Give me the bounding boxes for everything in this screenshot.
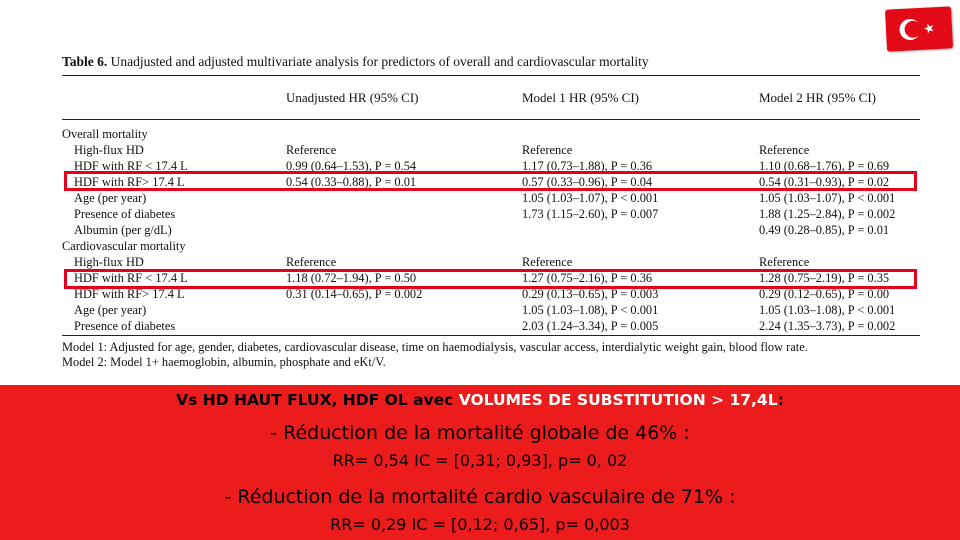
table-row — [62, 192, 920, 205]
banner-intro-highlight: VOLUMES DE SUBSTITUTION > 17,4L — [458, 391, 778, 409]
table-row — [62, 144, 920, 157]
cell-unadjusted: 0.54 (0.33–0.88), P = 0.01 — [286, 175, 417, 189]
cell-model1: 1.27 (0.75–2.16), P = 0.36 — [522, 271, 653, 285]
row-label: High-flux HD — [74, 255, 144, 269]
highlight-box-cardiovascular — [64, 269, 917, 289]
row-label: Albumin (per g/dL) — [74, 223, 172, 237]
cell-model2: Reference — [759, 143, 810, 157]
cell-model1: Reference — [522, 143, 573, 157]
cell-model2: 0.29 (0.12–0.65), P = 0.00 — [759, 287, 890, 301]
header-model1: Model 1 HR (95% CI) — [522, 90, 639, 105]
row-label: HDF with RF < 17.4 L — [74, 271, 188, 285]
cell-unadjusted: Reference — [286, 255, 337, 269]
row-label: Age (per year) — [74, 303, 147, 317]
cell-model2: 1.28 (0.75–2.19), P = 0.35 — [759, 271, 890, 285]
cell-unadjusted: 0.31 (0.14–0.65), P = 0.002 — [286, 287, 423, 301]
table-row — [62, 240, 920, 253]
cell-model1: 1.73 (1.15–2.60), P = 0.007 — [522, 207, 659, 221]
banner-cardio-stats: RR= 0,29 IC = [0,12; 0,65], p= 0,003 — [330, 515, 630, 534]
top-rule — [62, 75, 920, 76]
banner-intro-suffix: : — [777, 391, 784, 409]
cell-model1: Reference — [522, 255, 573, 269]
table-row — [62, 320, 920, 333]
row-label: Age (per year) — [74, 191, 147, 205]
header-unadjusted: Unadjusted HR (95% CI) — [286, 90, 419, 105]
footnote-model1: Model 1: Adjusted for age, gender, diabetes, cardiovascular disease, time on haemodialysis, vascular access, interdialytic weight gain, blood flow rate. — [62, 340, 808, 354]
table-number: Table 6. — [62, 54, 108, 69]
turkey-flag-icon — [885, 6, 953, 51]
table-row — [62, 288, 920, 301]
banner-overall-stats: RR= 0,54 IC = [0,31; 0,93], p= 0, 02 — [332, 451, 628, 470]
table-title: Unadjusted and adjusted multivariate analysis for predictors of overall and cardiovascular mortality — [110, 54, 649, 69]
banner-intro-prefix: Vs HD HAUT FLUX, HDF OL avec — [176, 391, 454, 409]
cell-model1: 2.03 (1.24–3.34), P = 0.005 — [522, 319, 659, 333]
cell-unadjusted: 1.18 (0.72–1.94), P = 0.50 — [286, 271, 417, 285]
banner-intro — [0, 391, 960, 409]
summary-banner — [0, 385, 960, 540]
row-label: Presence of diabetes — [74, 207, 176, 221]
row-label: Presence of diabetes — [74, 319, 176, 333]
cell-model1: 0.57 (0.33–0.96), P = 0.04 — [522, 175, 653, 189]
header-rule — [62, 119, 920, 120]
row-label: HDF with RF> 17.4 L — [74, 175, 185, 189]
table-row — [62, 224, 920, 237]
banner-overall-reduction: - Réduction de la mortalité globale de 46% : — [270, 422, 690, 444]
highlight-box-overall — [64, 171, 917, 191]
table-row — [62, 128, 920, 141]
section-label-cardiovascular: Cardiovascular mortality — [62, 239, 186, 253]
header-model2: Model 2 HR (95% CI) — [759, 90, 876, 105]
cell-model2: Reference — [759, 255, 810, 269]
table-row — [62, 256, 920, 269]
cell-model1: 1.17 (0.73–1.88), P = 0.36 — [522, 159, 653, 173]
cell-model2: 1.05 (1.03–1.07), P < 0.001 — [759, 191, 896, 205]
cell-unadjusted: Reference — [286, 143, 337, 157]
row-label: HDF with RF < 17.4 L — [74, 159, 188, 173]
cell-model2: 0.54 (0.31–0.93), P = 0.02 — [759, 175, 890, 189]
banner-cardio-reduction: - Réduction de la mortalité cardio vasculaire de 71% : — [224, 486, 736, 508]
cell-model2: 2.24 (1.35–3.73), P = 0.002 — [759, 319, 896, 333]
footnote-model2: Model 2: Model 1+ haemoglobin, albumin, phosphate and eKt/V. — [62, 355, 386, 369]
table-caption — [62, 54, 649, 70]
cell-model2: 1.05 (1.03–1.08), P < 0.001 — [759, 303, 896, 317]
cell-model2: 0.49 (0.28–0.85), P = 0.01 — [759, 223, 890, 237]
cell-model1: 1.05 (1.03–1.08), P < 0.001 — [522, 303, 659, 317]
cell-model1: 0.29 (0.13–0.65), P = 0.003 — [522, 287, 659, 301]
cell-model1: 1.05 (1.03–1.07), P < 0.001 — [522, 191, 659, 205]
row-label: High-flux HD — [74, 143, 144, 157]
table-row — [62, 304, 920, 317]
cell-unadjusted: 0.99 (0.64–1.53), P = 0.54 — [286, 159, 417, 173]
cell-model2: 1.88 (1.25–2.84), P = 0.002 — [759, 207, 896, 221]
table-row — [62, 208, 920, 221]
row-label: HDF with RF> 17.4 L — [74, 287, 185, 301]
cell-model2: 1.10 (0.68–1.76), P = 0.69 — [759, 159, 890, 173]
section-label-overall: Overall mortality — [62, 127, 148, 141]
bottom-rule — [62, 335, 920, 336]
